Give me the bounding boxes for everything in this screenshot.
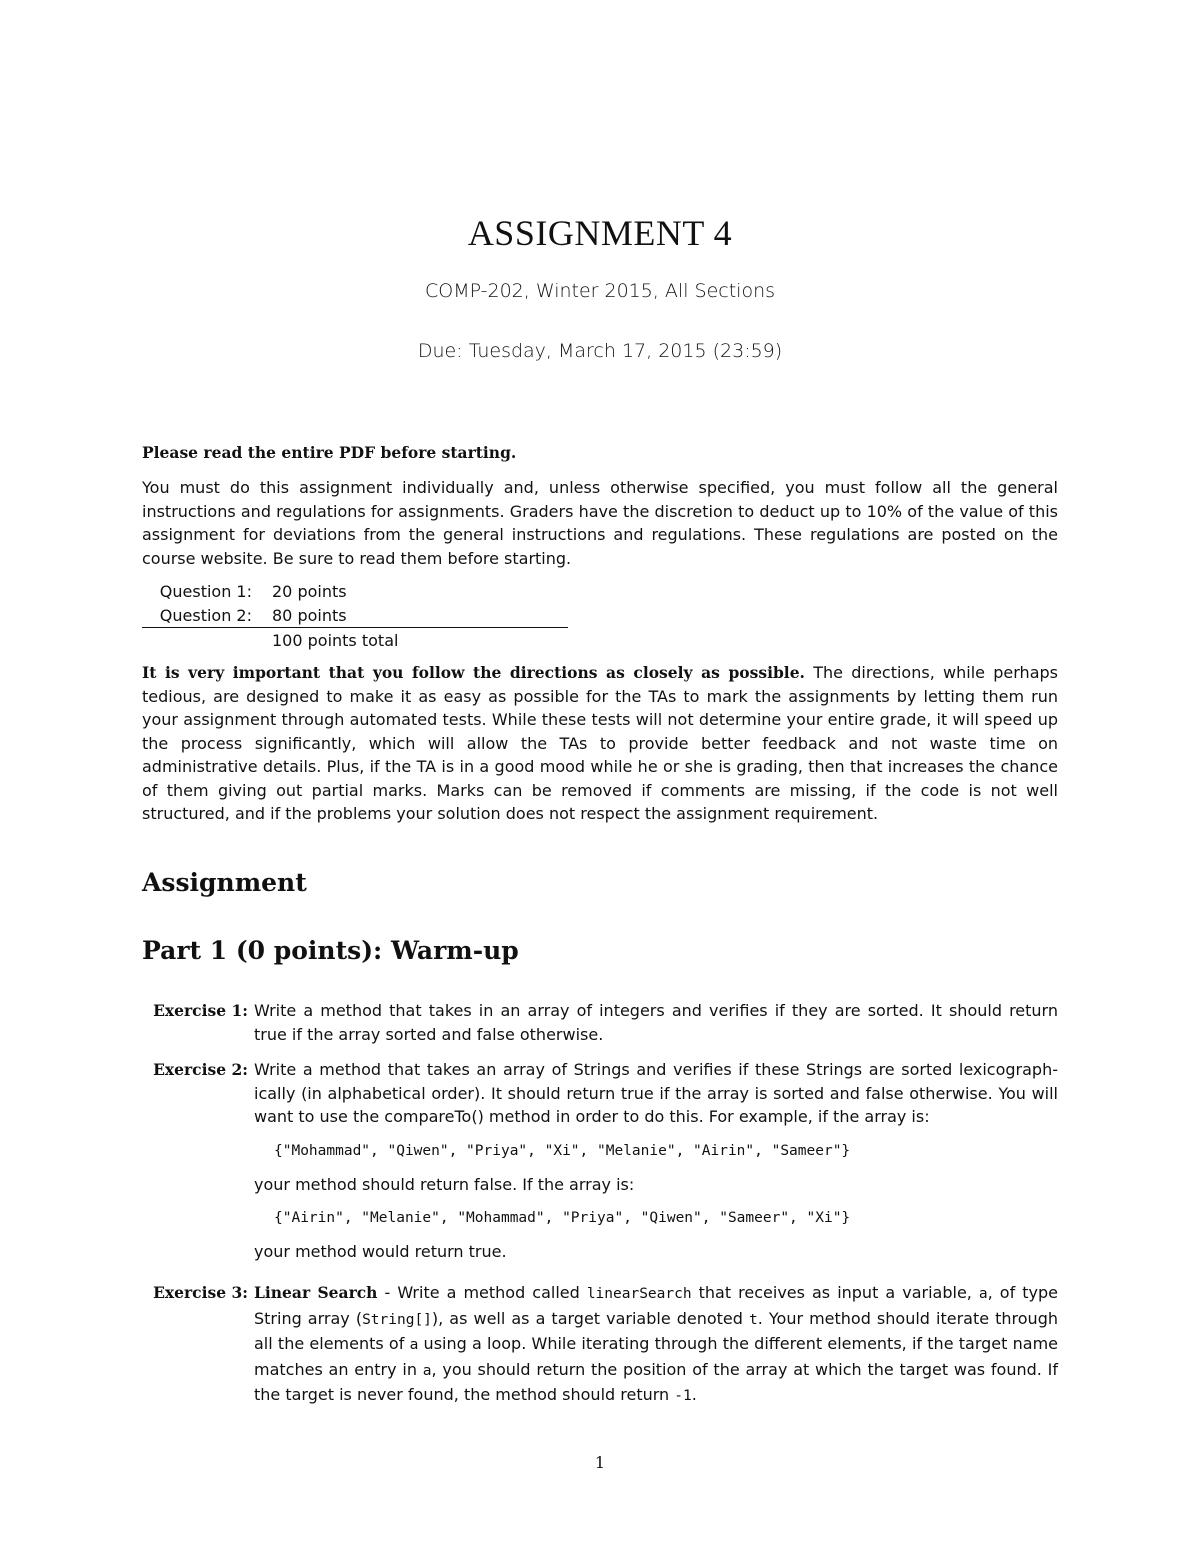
total-spacer bbox=[142, 628, 272, 653]
exercise-2 bbox=[136, 1058, 1058, 1264]
directions-text: The directions, while perhaps tedious, are designed to make it as easy as possible for the TAs to mark the assignments by letting them run your assignment through automated tests. While these tests will not determine your entire grade, it will speed up the process significantly, which will allow the TAs to provide better feedback and not waste time on administrative details. Plus, if the TA is in a good mood while he or she is grading, then that increases the chance of them giving out partial marks. Marks can be removed if comments are missing, if the code is not well structured, and if the problems your solution does not respect the assignment requirement. bbox=[142, 663, 1058, 823]
code-example-sorted: {"Airin", "Melanie", "Mohammad", "Priya", "Qiwen", "Sameer", "Xi"} bbox=[274, 1210, 851, 1226]
intro-paragraph: You must do this assignment individually and, unless otherwise specified, you must follow all the general instructions and regulations for assignments. Graders have the discretion to deduct up to 10% of the value of this assignment for deviations from the general instructions and regulations. These regulations are posted on the course website. Be sure to read them before starting. bbox=[142, 478, 1058, 568]
code-span: a bbox=[409, 1337, 419, 1353]
page-number: 1 bbox=[594, 1453, 606, 1472]
question-label: Question 2: bbox=[159, 605, 252, 625]
code-span: String[] bbox=[362, 1311, 432, 1328]
section-heading-part1: Part 1 (0 points): Warm-up bbox=[142, 936, 519, 965]
exercise-label: Exercise 2: bbox=[153, 1060, 248, 1079]
text-span: ), as well as a target variable denoted bbox=[431, 1308, 749, 1328]
exercise-text bbox=[254, 1281, 1058, 1409]
table-row bbox=[142, 603, 568, 628]
exercise-1 bbox=[136, 999, 1058, 1046]
code-span: linearSearch bbox=[586, 1286, 692, 1302]
text-span: , of type String array ( bbox=[254, 1283, 1058, 1328]
exercise-label: Exercise 1: bbox=[153, 1001, 248, 1020]
text-span: - Write a method called bbox=[377, 1283, 587, 1302]
exercise-3 bbox=[136, 1281, 1058, 1409]
question-points: 20 points bbox=[272, 581, 347, 601]
code-span: a bbox=[422, 1362, 432, 1379]
code-span: a bbox=[978, 1286, 988, 1302]
directions-paragraph bbox=[142, 661, 1058, 826]
exercise-text: Write a method that takes an array of Strings and verifies if these Strings are sorted lexicograph-ically (in alphabetical order). It should return true if the array is sorted and false otherwise. You will want to use the compareTo() method in order to do this. For example, if the array is: bbox=[254, 1060, 1058, 1126]
text-span: that receives as input a variable, bbox=[691, 1283, 979, 1302]
total-points: 100 points total bbox=[272, 628, 568, 653]
due-date: Due: Tuesday, March 17, 2015 (23:59) bbox=[417, 340, 783, 362]
read-first-notice: Please read the entire PDF before starting. bbox=[142, 443, 517, 462]
course-line: COMP-202, Winter 2015, All Sections bbox=[424, 280, 776, 302]
exercise-text: your method should return false. If the array is: bbox=[254, 1174, 635, 1194]
code-span: t bbox=[749, 1311, 758, 1328]
table-row-total bbox=[142, 628, 568, 653]
exercise-text: your method would return true. bbox=[254, 1242, 507, 1261]
page-title: ASSIGNMENT 4 bbox=[467, 213, 733, 253]
exercise-text: Write a method that takes in an array of integers and verifies if they are sorted. It should return true if the array sorted and false otherwise. bbox=[254, 1001, 1058, 1044]
exercise-title: Linear Search bbox=[254, 1283, 378, 1302]
text-span: , you should return the position of the array at which the target was found. If the target is never found, the method should return bbox=[254, 1359, 1058, 1404]
text-span: . Your method should iterate through all the elements of bbox=[254, 1308, 1058, 1353]
table-row bbox=[142, 579, 568, 603]
text-span: using a loop. While iterating through the different elements, if the target name matches an entry in bbox=[254, 1334, 1059, 1379]
code-example-unsorted: {"Mohammad", "Qiwen", "Priya", "Xi", "Melanie", "Airin", "Sameer"} bbox=[274, 1142, 851, 1159]
question-points: 80 points bbox=[272, 605, 347, 625]
question-label: Question 1: bbox=[159, 581, 252, 601]
points-table bbox=[142, 579, 568, 652]
directions-emphasis: It is very important that you follow the directions as closely as possible. bbox=[142, 663, 805, 682]
code-span: -1 bbox=[674, 1388, 692, 1404]
text-span: . bbox=[691, 1385, 697, 1404]
section-heading-assignment: Assignment bbox=[142, 868, 307, 897]
exercise-label: Exercise 3: bbox=[153, 1283, 248, 1302]
